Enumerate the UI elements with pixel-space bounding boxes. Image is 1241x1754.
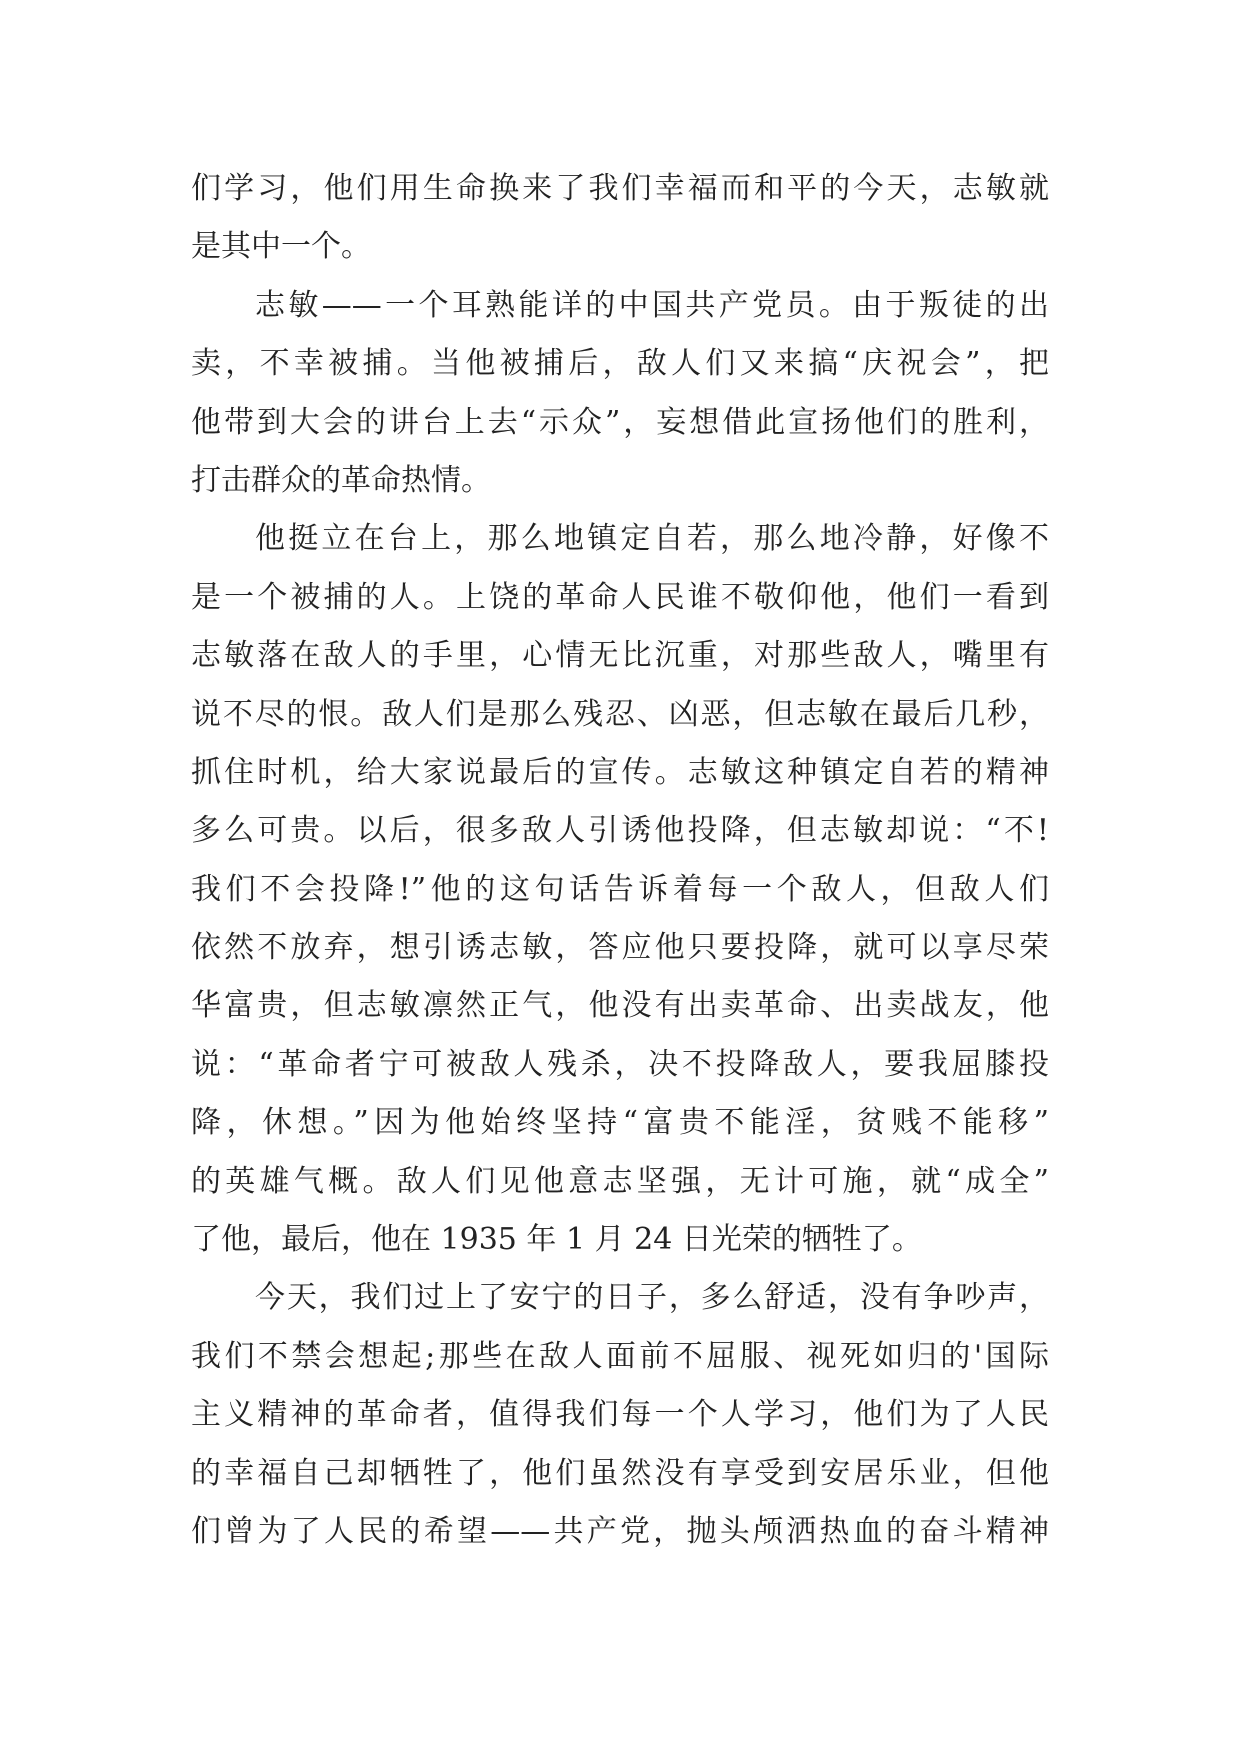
text-line: 们曾为了人民的希望——共产党，抛头颅洒热血的奋斗精神 xyxy=(191,1513,1049,1549)
text-line: 志敏落在敌人的手里，心情无比沉重，对那些敌人，嘴里有 xyxy=(191,638,1049,674)
text-line: 的幸福自己却牺牲了，他们虽然没有享受到安居乐业，但他 xyxy=(191,1455,1049,1491)
text-line: 说：“革命者宁可被敌人残杀，决不投降敌人，要我屈膝投 xyxy=(191,1046,1049,1082)
text-line: 华富贵，但志敏凛然正气，他没有出卖革命、出卖战友，他 xyxy=(191,988,1049,1024)
text-line: 卖，不幸被捕。当他被捕后，敌人们又来搞“庆祝会”，把 xyxy=(191,346,1049,382)
text-line: 的英雄气概。敌人们见他意志坚强，无计可施，就“成全” xyxy=(191,1163,1049,1199)
text-line: 他带到大会的讲台上去“示众”，妄想借此宣扬他们的胜利， xyxy=(191,404,1049,440)
text-line: 降，休想。”因为他始终坚持“富贵不能淫，贫贱不能移” xyxy=(191,1105,1049,1141)
text-line: 我们不禁会想起;那些在敌人面前不屈服、视死如归的'国际 xyxy=(191,1338,1049,1374)
text-line: 多么可贵。以后，很多敌人引诱他投降，但志敏却说：“不! xyxy=(191,813,1049,849)
text-line: 是其中一个。 xyxy=(191,229,371,265)
paragraph-first-line: 今天，我们过上了安宁的日子，多么舒适，没有争吵声， xyxy=(255,1280,1049,1316)
text-line: 说不尽的恨。敌人们是那么残忍、凶恶，但志敏在最后几秒， xyxy=(191,696,1049,732)
text-line: 抓住时机，给大家说最后的宣传。志敏这种镇定自若的精神 xyxy=(191,754,1049,790)
paragraph-first-line: 他挺立在台上，那么地镇定自若，那么地冷静，好像不 xyxy=(255,521,1049,557)
paragraph-first-line: 志敏——一个耳熟能详的中国共产党员。由于叛徒的出 xyxy=(255,287,1049,323)
document-body xyxy=(191,160,1049,1561)
text-line: 主义精神的革命者，值得我们每一个人学习，他们为了人民 xyxy=(191,1397,1049,1433)
text-line: 们学习，他们用生命换来了我们幸福而和平的今天，志敏就 xyxy=(191,171,1049,206)
text-line: 了他，最后，他在 1935 年 1 月 24 日光荣的牺牲了。 xyxy=(191,1222,922,1258)
text-line: 我们不会投降!”他的这句话告诉着每一个敌人，但敌人们 xyxy=(191,871,1049,907)
text-line: 打击群众的革命热情。 xyxy=(191,462,491,498)
text-line: 是一个被捕的人。上饶的革命人民谁不敬仰他，他们一看到 xyxy=(191,579,1049,615)
text-line: 依然不放弃，想引诱志敏，答应他只要投降，就可以享尽荣 xyxy=(191,930,1049,966)
